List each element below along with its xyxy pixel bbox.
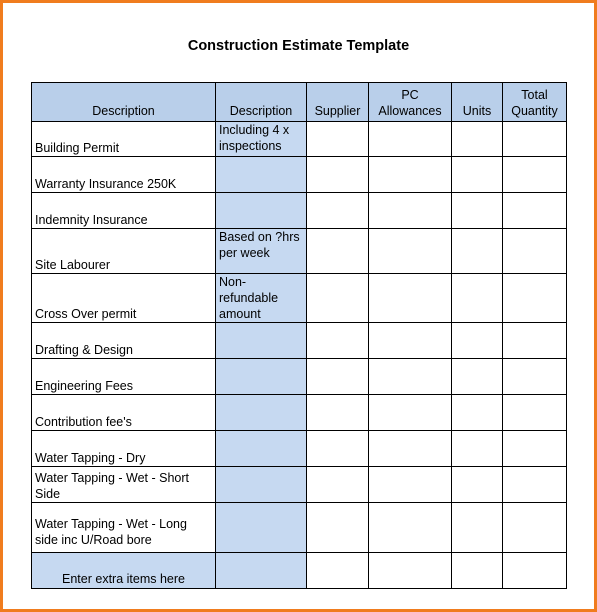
total-quantity-cell[interactable] [503, 193, 567, 229]
units-cell[interactable] [452, 229, 503, 274]
item-note[interactable]: Based on ?hrs per week [216, 229, 307, 274]
total-quantity-cell[interactable] [503, 359, 567, 395]
units-cell[interactable] [452, 431, 503, 467]
total-quantity-cell[interactable] [503, 553, 567, 589]
units-cell[interactable] [452, 359, 503, 395]
supplier-cell[interactable] [307, 503, 369, 553]
extra-note-cell[interactable] [216, 553, 307, 589]
table-row [32, 431, 567, 467]
table-row [32, 229, 567, 274]
supplier-cell[interactable] [307, 359, 369, 395]
header-description-notes: Description [216, 83, 307, 122]
header-row [32, 83, 567, 122]
extra-items-label[interactable]: Enter extra items here [32, 553, 216, 589]
units-cell[interactable] [452, 274, 503, 323]
header-pc-allowances: PC Allowances [369, 83, 452, 122]
header-description: Description [32, 83, 216, 122]
item-description[interactable]: Water Tapping - Wet - Long side inc U/Road bore [32, 503, 216, 553]
total-quantity-cell[interactable] [503, 122, 567, 157]
table-row [32, 323, 567, 359]
item-note[interactable] [216, 359, 307, 395]
table-row [32, 122, 567, 157]
header-units: Units [452, 83, 503, 122]
supplier-cell[interactable] [307, 395, 369, 431]
total-quantity-cell[interactable] [503, 395, 567, 431]
item-description[interactable]: Contribution fee's [32, 395, 216, 431]
supplier-cell[interactable] [307, 229, 369, 274]
total-quantity-cell[interactable] [503, 157, 567, 193]
pc-allowances-cell[interactable] [369, 431, 452, 467]
item-description[interactable]: Water Tapping - Dry [32, 431, 216, 467]
item-note[interactable] [216, 323, 307, 359]
item-note[interactable] [216, 503, 307, 553]
estimate-table [31, 82, 567, 589]
document-title: Construction Estimate Template [187, 38, 410, 54]
item-note[interactable] [216, 157, 307, 193]
total-quantity-cell[interactable] [503, 431, 567, 467]
supplier-cell[interactable] [307, 157, 369, 193]
supplier-cell[interactable] [307, 193, 369, 229]
item-description[interactable]: Water Tapping - Wet - Short Side [32, 467, 216, 503]
pc-allowances-cell[interactable] [369, 229, 452, 274]
total-quantity-cell[interactable] [503, 467, 567, 503]
item-note[interactable] [216, 193, 307, 229]
units-cell[interactable] [452, 553, 503, 589]
pc-allowances-cell[interactable] [369, 359, 452, 395]
units-cell[interactable] [452, 395, 503, 431]
pc-allowances-cell[interactable] [369, 467, 452, 503]
total-quantity-cell[interactable] [503, 229, 567, 274]
header-supplier: Supplier [307, 83, 369, 122]
pc-allowances-cell[interactable] [369, 193, 452, 229]
units-cell[interactable] [452, 323, 503, 359]
table-row [32, 157, 567, 193]
units-cell[interactable] [452, 193, 503, 229]
units-cell[interactable] [452, 122, 503, 157]
total-quantity-cell[interactable] [503, 503, 567, 553]
pc-allowances-cell[interactable] [369, 395, 452, 431]
table-row [32, 395, 567, 431]
item-note[interactable] [216, 467, 307, 503]
header-total-quantity: Total Quantity [503, 83, 567, 122]
units-cell[interactable] [452, 157, 503, 193]
item-description[interactable]: Engineering Fees [32, 359, 216, 395]
pc-allowances-cell[interactable] [369, 274, 452, 323]
supplier-cell[interactable] [307, 431, 369, 467]
item-description[interactable]: Site Labourer [32, 229, 216, 274]
item-note[interactable]: Non-refundable amount [216, 274, 307, 323]
item-note[interactable] [216, 395, 307, 431]
table-row [32, 467, 567, 503]
table-row [32, 193, 567, 229]
item-note[interactable] [216, 431, 307, 467]
pc-allowances-cell[interactable] [369, 503, 452, 553]
units-cell[interactable] [452, 467, 503, 503]
supplier-cell[interactable] [307, 323, 369, 359]
pc-allowances-cell[interactable] [369, 122, 452, 157]
pc-allowances-cell[interactable] [369, 157, 452, 193]
units-cell[interactable] [452, 503, 503, 553]
total-quantity-cell[interactable] [503, 274, 567, 323]
supplier-cell[interactable] [307, 553, 369, 589]
item-description[interactable]: Drafting & Design [32, 323, 216, 359]
total-quantity-cell[interactable] [503, 323, 567, 359]
supplier-cell[interactable] [307, 274, 369, 323]
table-row [32, 359, 567, 395]
supplier-cell[interactable] [307, 467, 369, 503]
item-description[interactable]: Cross Over permit [32, 274, 216, 323]
pc-allowances-cell[interactable] [369, 323, 452, 359]
item-description[interactable]: Warranty Insurance 250K [32, 157, 216, 193]
item-description[interactable]: Building Permit [32, 122, 216, 157]
table-row [32, 503, 567, 553]
supplier-cell[interactable] [307, 122, 369, 157]
pc-allowances-cell[interactable] [369, 553, 452, 589]
extra-items-row [32, 553, 567, 589]
item-note[interactable]: Including 4 x inspections [216, 122, 307, 157]
item-description[interactable]: Indemnity Insurance [32, 193, 216, 229]
table-row [32, 274, 567, 323]
